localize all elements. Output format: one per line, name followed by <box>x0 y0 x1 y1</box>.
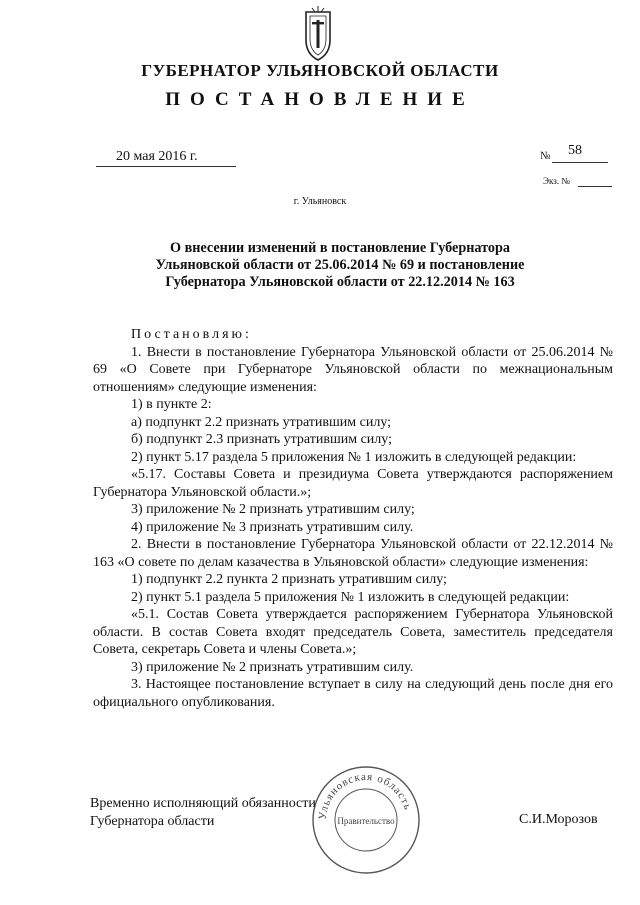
number-underline <box>552 162 608 163</box>
position-line: Губернатора области <box>90 814 215 829</box>
document-number: 58 <box>568 143 582 158</box>
position-line: Временно исполняющий обязанности <box>90 796 316 811</box>
copy-number-label: Экз. № <box>543 176 570 186</box>
heading-line: О внесении изменений в постановление Губернатора <box>170 240 510 256</box>
paragraph: 3) приложение № 2 признать утратившим силу; <box>131 502 415 517</box>
decree-word: Постановляю: <box>131 327 252 342</box>
paragraph: 4) приложение № 3 признать утратившим силу. <box>131 519 414 535</box>
paragraph: 1) в пункте 2: <box>131 397 212 412</box>
paragraph: «5.1. Состав Совета утверждается распоряжением Губернатора Ульяновской области. В состав Совета входят председатель Совета, заместитель председателя Совета, секретарь Совета и члены Совета.»; <box>93 607 613 657</box>
signatory-position <box>90 795 316 831</box>
seal-inner-text: Правительство <box>337 816 395 826</box>
paragraph: 3. Настоящее постановление вступает в силу на следующий день после дня его официального опубликования. <box>93 677 613 710</box>
document-body <box>93 326 613 711</box>
document-type: ПОСТАНОВЛЕНИЕ <box>165 89 475 110</box>
seal-outer-text: Ульяновская область <box>316 770 414 821</box>
paragraph: а) подпункт 2.2 признать утратившим силу; <box>131 414 392 430</box>
paragraph: 2) пункт 5.17 раздела 5 приложения № 1 изложить в следующей редакции: <box>131 449 577 465</box>
paragraph: 2. Внести в постановление Губернатора Ульяновской области от 22.12.2014 № 163 «О совете по делам казачества в Ульяновской области» следующие изменения: <box>93 537 613 570</box>
coat-of-arms-icon <box>300 6 336 62</box>
city: г. Ульяновск <box>293 196 347 207</box>
paragraph: 3) приложение № 2 признать утратившим силу. <box>131 659 414 675</box>
document-heading <box>130 240 550 291</box>
official-seal <box>310 764 422 876</box>
paragraph: 1) подпункт 2.2 пункта 2 признать утратившим силу; <box>131 572 447 587</box>
copy-number-underline <box>578 186 612 187</box>
document-date: 20 мая 2016 г. <box>116 149 198 164</box>
heading-line: Губернатора Ульяновской области от 22.12.2014 № 163 <box>165 274 515 290</box>
paragraph: б) подпункт 2.3 признать утратившим силу; <box>131 432 392 447</box>
number-label: № <box>540 150 551 162</box>
paragraph: 2) пункт 5.1 раздела 5 приложения № 1 изложить в следующей редакции: <box>131 589 570 605</box>
heading-line: Ульяновской области от 25.06.2014 № 69 и постановление <box>155 257 525 273</box>
paragraph: 1. Внести в постановление Губернатора Ульяновской области от 25.06.2014 № 69 «О Совете при Губернаторе Ульяновской области по межнациональным отношениям» следующие изменения: <box>93 344 613 395</box>
paragraph: «5.17. Составы Совета и президиума Совета утверждаются распоряжением Губернатора Ульяновской области.»; <box>93 467 613 500</box>
issuer-title: ГУБЕРНАТОР УЛЬЯНОВСКОЙ ОБЛАСТИ <box>141 61 499 80</box>
signatory-name: С.И.Морозов <box>519 812 598 827</box>
date-underline <box>96 166 236 167</box>
